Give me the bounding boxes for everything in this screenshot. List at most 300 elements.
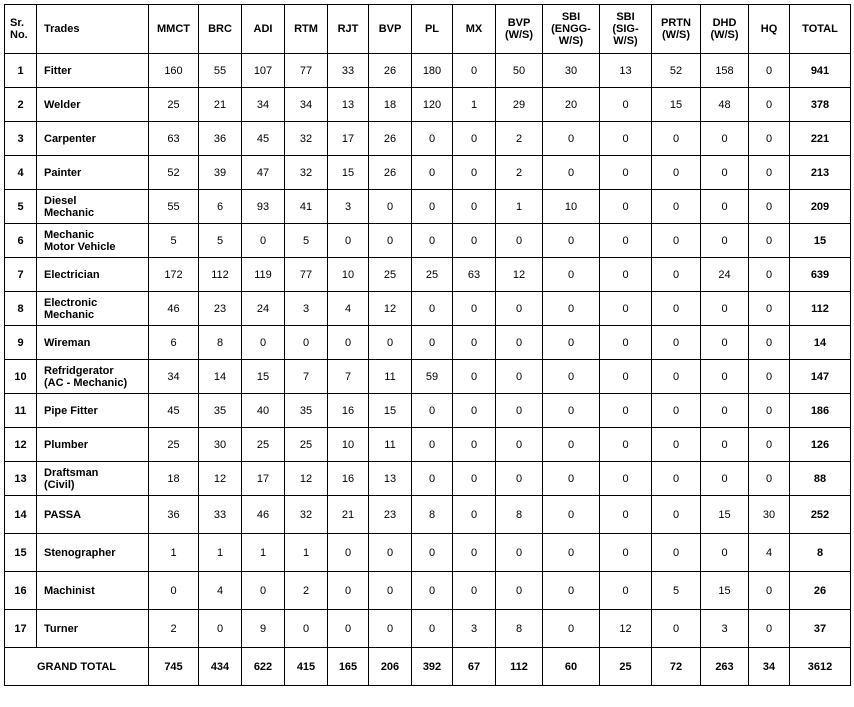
value-cell: 52: [652, 54, 701, 88]
value-cell: 160: [149, 54, 199, 88]
value-cell: 0: [749, 326, 790, 360]
value-cell: 26: [369, 156, 412, 190]
value-cell: 0: [412, 572, 453, 610]
value-cell: 13: [328, 88, 369, 122]
value-cell: 0: [600, 496, 652, 534]
row-total-cell: 14: [790, 326, 851, 360]
value-cell: 1: [149, 534, 199, 572]
row-total-cell: 941: [790, 54, 851, 88]
value-cell: 7: [285, 360, 328, 394]
value-cell: 5: [652, 572, 701, 610]
grand-total-value-cell: 392: [412, 648, 453, 686]
value-cell: 9: [242, 610, 285, 648]
table-row: [5, 394, 851, 428]
value-cell: 45: [149, 394, 199, 428]
value-cell: 0: [652, 258, 701, 292]
table-row: [5, 156, 851, 190]
value-cell: 12: [369, 292, 412, 326]
value-cell: 17: [242, 462, 285, 496]
value-cell: 33: [328, 54, 369, 88]
value-cell: 2: [149, 610, 199, 648]
value-cell: 0: [543, 610, 600, 648]
trade-name-cell: Draftsman (Civil): [37, 462, 149, 496]
value-cell: 0: [652, 428, 701, 462]
value-cell: 24: [242, 292, 285, 326]
value-cell: 8: [412, 496, 453, 534]
value-cell: 20: [543, 88, 600, 122]
value-cell: 0: [369, 190, 412, 224]
table-row: [5, 224, 851, 258]
serial-number-cell: 8: [5, 292, 37, 326]
value-cell: 0: [496, 292, 543, 326]
value-cell: 25: [412, 258, 453, 292]
value-cell: 36: [149, 496, 199, 534]
value-cell: 40: [242, 394, 285, 428]
value-cell: 17: [328, 122, 369, 156]
value-cell: 15: [701, 572, 749, 610]
value-cell: 0: [412, 156, 453, 190]
value-cell: 0: [453, 496, 496, 534]
value-cell: 0: [328, 610, 369, 648]
table-row: [5, 572, 851, 610]
value-cell: 35: [199, 394, 242, 428]
value-cell: 0: [543, 394, 600, 428]
value-cell: 63: [453, 258, 496, 292]
value-cell: 33: [199, 496, 242, 534]
trade-name-cell: Stenographer: [37, 534, 149, 572]
table-row: [5, 54, 851, 88]
value-cell: 0: [749, 224, 790, 258]
value-cell: 50: [496, 54, 543, 88]
value-cell: 0: [701, 224, 749, 258]
value-cell: 0: [652, 122, 701, 156]
grand-total-value-cell: 60: [543, 648, 600, 686]
value-cell: 0: [652, 496, 701, 534]
value-cell: 1: [285, 534, 328, 572]
value-cell: 0: [701, 326, 749, 360]
value-cell: 16: [328, 462, 369, 496]
value-cell: 180: [412, 54, 453, 88]
value-cell: 0: [242, 224, 285, 258]
value-cell: 0: [600, 534, 652, 572]
value-cell: 52: [149, 156, 199, 190]
value-cell: 0: [749, 360, 790, 394]
value-cell: 0: [453, 572, 496, 610]
value-cell: 55: [199, 54, 242, 88]
value-cell: 0: [328, 572, 369, 610]
value-cell: 0: [453, 534, 496, 572]
column-header: BVP: [369, 5, 412, 54]
trade-name-cell: Electrician: [37, 258, 149, 292]
value-cell: 12: [600, 610, 652, 648]
value-cell: 1: [199, 534, 242, 572]
column-header: DHD (W/S): [701, 5, 749, 54]
value-cell: 0: [496, 326, 543, 360]
value-cell: 14: [199, 360, 242, 394]
serial-number-cell: 9: [5, 326, 37, 360]
value-cell: 0: [701, 462, 749, 496]
value-cell: 3: [328, 190, 369, 224]
grand-total-value-cell: 67: [453, 648, 496, 686]
row-total-cell: 221: [790, 122, 851, 156]
header-row: [5, 5, 851, 54]
value-cell: 0: [328, 224, 369, 258]
row-total-cell: 15: [790, 224, 851, 258]
value-cell: 24: [701, 258, 749, 292]
value-cell: 30: [749, 496, 790, 534]
value-cell: 0: [749, 610, 790, 648]
trade-name-cell: Mechanic Motor Vehicle: [37, 224, 149, 258]
value-cell: 4: [328, 292, 369, 326]
value-cell: 0: [652, 394, 701, 428]
column-header: BVP (W/S): [496, 5, 543, 54]
row-total-cell: 186: [790, 394, 851, 428]
serial-number-cell: 16: [5, 572, 37, 610]
value-cell: 16: [328, 394, 369, 428]
value-cell: 0: [652, 292, 701, 326]
value-cell: 0: [600, 258, 652, 292]
trade-name-cell: Plumber: [37, 428, 149, 462]
grand-total-value-cell: 745: [149, 648, 199, 686]
value-cell: 0: [600, 394, 652, 428]
value-cell: 0: [701, 190, 749, 224]
trade-name-cell: Pipe Fitter: [37, 394, 149, 428]
value-cell: 0: [328, 534, 369, 572]
value-cell: 0: [600, 88, 652, 122]
table-row: [5, 496, 851, 534]
serial-number-cell: 15: [5, 534, 37, 572]
value-cell: 0: [749, 462, 790, 496]
value-cell: 0: [369, 224, 412, 258]
grand-total-value-cell: 72: [652, 648, 701, 686]
value-cell: 13: [600, 54, 652, 88]
table-header: [5, 5, 851, 54]
trade-name-cell: Painter: [37, 156, 149, 190]
value-cell: 39: [199, 156, 242, 190]
value-cell: 0: [453, 462, 496, 496]
value-cell: 15: [328, 156, 369, 190]
value-cell: 77: [285, 258, 328, 292]
value-cell: 77: [285, 54, 328, 88]
grand-total-value-cell: 25: [600, 648, 652, 686]
value-cell: 0: [749, 428, 790, 462]
value-cell: 18: [149, 462, 199, 496]
value-cell: 0: [701, 534, 749, 572]
value-cell: 23: [199, 292, 242, 326]
row-total-cell: 126: [790, 428, 851, 462]
value-cell: 0: [543, 292, 600, 326]
value-cell: 0: [652, 610, 701, 648]
value-cell: 0: [652, 156, 701, 190]
value-cell: 0: [369, 610, 412, 648]
column-header: TOTAL: [790, 5, 851, 54]
value-cell: 119: [242, 258, 285, 292]
value-cell: 0: [652, 224, 701, 258]
value-cell: 0: [453, 360, 496, 394]
row-total-cell: 88: [790, 462, 851, 496]
value-cell: 0: [600, 572, 652, 610]
value-cell: 0: [199, 610, 242, 648]
value-cell: 0: [749, 292, 790, 326]
value-cell: 21: [199, 88, 242, 122]
value-cell: 63: [149, 122, 199, 156]
value-cell: 0: [749, 190, 790, 224]
value-cell: 0: [600, 190, 652, 224]
value-cell: 4: [199, 572, 242, 610]
value-cell: 34: [285, 88, 328, 122]
value-cell: 25: [149, 428, 199, 462]
value-cell: 30: [199, 428, 242, 462]
value-cell: 0: [543, 534, 600, 572]
value-cell: 0: [285, 610, 328, 648]
value-cell: 0: [749, 88, 790, 122]
trade-name-cell: Welder: [37, 88, 149, 122]
value-cell: 172: [149, 258, 199, 292]
value-cell: 12: [285, 462, 328, 496]
trade-name-cell: PASSA: [37, 496, 149, 534]
row-total-cell: 37: [790, 610, 851, 648]
value-cell: 10: [543, 190, 600, 224]
value-cell: 8: [496, 496, 543, 534]
value-cell: 25: [149, 88, 199, 122]
table-row: [5, 122, 851, 156]
value-cell: 2: [285, 572, 328, 610]
serial-number-cell: 11: [5, 394, 37, 428]
serial-number-cell: 1: [5, 54, 37, 88]
column-header: HQ: [749, 5, 790, 54]
value-cell: 45: [242, 122, 285, 156]
value-cell: 0: [496, 360, 543, 394]
value-cell: 0: [412, 190, 453, 224]
value-cell: 0: [543, 122, 600, 156]
row-total-cell: 639: [790, 258, 851, 292]
value-cell: 0: [453, 292, 496, 326]
value-cell: 6: [199, 190, 242, 224]
column-header: RJT: [328, 5, 369, 54]
value-cell: 0: [701, 122, 749, 156]
column-header: BRC: [199, 5, 242, 54]
value-cell: 0: [749, 572, 790, 610]
table-row: [5, 428, 851, 462]
value-cell: 13: [369, 462, 412, 496]
value-cell: 0: [242, 572, 285, 610]
row-total-cell: 26: [790, 572, 851, 610]
value-cell: 36: [199, 122, 242, 156]
value-cell: 29: [496, 88, 543, 122]
value-cell: 25: [285, 428, 328, 462]
value-cell: 8: [496, 610, 543, 648]
value-cell: 0: [412, 462, 453, 496]
value-cell: 0: [701, 292, 749, 326]
grand-total-row: [5, 648, 851, 686]
value-cell: 0: [412, 292, 453, 326]
value-cell: 0: [701, 156, 749, 190]
row-total-cell: 8: [790, 534, 851, 572]
value-cell: 0: [701, 428, 749, 462]
trade-name-cell: Fitter: [37, 54, 149, 88]
value-cell: 30: [543, 54, 600, 88]
value-cell: 5: [199, 224, 242, 258]
grand-total-value-cell: 112: [496, 648, 543, 686]
column-header: PRTN (W/S): [652, 5, 701, 54]
value-cell: 26: [369, 122, 412, 156]
value-cell: 0: [543, 258, 600, 292]
value-cell: 0: [496, 428, 543, 462]
value-cell: 0: [453, 190, 496, 224]
value-cell: 0: [453, 54, 496, 88]
value-cell: 32: [285, 496, 328, 534]
value-cell: 0: [496, 462, 543, 496]
value-cell: 0: [412, 610, 453, 648]
value-cell: 1: [453, 88, 496, 122]
value-cell: 34: [149, 360, 199, 394]
value-cell: 18: [369, 88, 412, 122]
value-cell: 35: [285, 394, 328, 428]
row-total-cell: 378: [790, 88, 851, 122]
value-cell: 15: [242, 360, 285, 394]
value-cell: 93: [242, 190, 285, 224]
value-cell: 21: [328, 496, 369, 534]
trade-name-cell: Electronic Mechanic: [37, 292, 149, 326]
value-cell: 1: [242, 534, 285, 572]
column-header: RTM: [285, 5, 328, 54]
serial-number-cell: 5: [5, 190, 37, 224]
value-cell: 3: [453, 610, 496, 648]
grand-total-sum-cell: 3612: [790, 648, 851, 686]
value-cell: 47: [242, 156, 285, 190]
value-cell: 0: [453, 428, 496, 462]
value-cell: 10: [328, 258, 369, 292]
grand-total-value-cell: 434: [199, 648, 242, 686]
value-cell: 107: [242, 54, 285, 88]
value-cell: 0: [453, 224, 496, 258]
value-cell: 0: [543, 572, 600, 610]
value-cell: 0: [369, 572, 412, 610]
value-cell: 0: [496, 572, 543, 610]
trade-name-cell: Refridgerator (AC - Mechanic): [37, 360, 149, 394]
trades-table: [4, 4, 851, 686]
value-cell: 0: [600, 462, 652, 496]
value-cell: 23: [369, 496, 412, 534]
value-cell: 0: [453, 156, 496, 190]
value-cell: 0: [453, 326, 496, 360]
value-cell: 0: [543, 224, 600, 258]
serial-number-cell: 12: [5, 428, 37, 462]
value-cell: 8: [199, 326, 242, 360]
value-cell: 0: [543, 462, 600, 496]
trade-name-cell: Machinist: [37, 572, 149, 610]
column-header: ADI: [242, 5, 285, 54]
serial-number-cell: 17: [5, 610, 37, 648]
grand-total-label: GRAND TOTAL: [5, 648, 149, 686]
value-cell: 3: [285, 292, 328, 326]
value-cell: 0: [749, 394, 790, 428]
value-cell: 0: [543, 360, 600, 394]
table-row: [5, 258, 851, 292]
column-header: MX: [453, 5, 496, 54]
value-cell: 0: [496, 224, 543, 258]
value-cell: 0: [412, 534, 453, 572]
value-cell: 112: [199, 258, 242, 292]
value-cell: 48: [701, 88, 749, 122]
value-cell: 15: [652, 88, 701, 122]
value-cell: 0: [412, 224, 453, 258]
value-cell: 0: [749, 156, 790, 190]
table-row: [5, 534, 851, 572]
value-cell: 0: [600, 360, 652, 394]
row-total-cell: 209: [790, 190, 851, 224]
value-cell: 0: [600, 156, 652, 190]
value-cell: 10: [328, 428, 369, 462]
column-header: Trades: [37, 5, 149, 54]
value-cell: 0: [652, 360, 701, 394]
value-cell: 3: [701, 610, 749, 648]
serial-number-cell: 4: [5, 156, 37, 190]
value-cell: 158: [701, 54, 749, 88]
table-row: [5, 360, 851, 394]
serial-number-cell: 10: [5, 360, 37, 394]
value-cell: 0: [369, 534, 412, 572]
serial-number-cell: 13: [5, 462, 37, 496]
serial-number-cell: 7: [5, 258, 37, 292]
column-header: MMCT: [149, 5, 199, 54]
value-cell: 0: [543, 496, 600, 534]
table-row: [5, 462, 851, 496]
value-cell: 0: [543, 156, 600, 190]
value-cell: 120: [412, 88, 453, 122]
value-cell: 25: [369, 258, 412, 292]
value-cell: 0: [412, 122, 453, 156]
serial-number-cell: 2: [5, 88, 37, 122]
value-cell: 0: [652, 534, 701, 572]
value-cell: 15: [701, 496, 749, 534]
grand-total-value-cell: 206: [369, 648, 412, 686]
value-cell: 6: [149, 326, 199, 360]
value-cell: 25: [242, 428, 285, 462]
trade-name-cell: Turner: [37, 610, 149, 648]
value-cell: 0: [600, 292, 652, 326]
value-cell: 55: [149, 190, 199, 224]
value-cell: 34: [242, 88, 285, 122]
value-cell: 0: [149, 572, 199, 610]
value-cell: 12: [199, 462, 242, 496]
trade-name-cell: Wireman: [37, 326, 149, 360]
value-cell: 0: [600, 122, 652, 156]
column-header: SBI (ENGG- W/S): [543, 5, 600, 54]
serial-number-cell: 6: [5, 224, 37, 258]
value-cell: 59: [412, 360, 453, 394]
value-cell: 0: [412, 326, 453, 360]
value-cell: 11: [369, 428, 412, 462]
value-cell: 0: [412, 428, 453, 462]
table-body: [5, 54, 851, 686]
value-cell: 15: [369, 394, 412, 428]
value-cell: 0: [543, 326, 600, 360]
value-cell: 0: [652, 462, 701, 496]
grand-total-value-cell: 263: [701, 648, 749, 686]
value-cell: 0: [285, 326, 328, 360]
value-cell: 0: [328, 326, 369, 360]
row-total-cell: 147: [790, 360, 851, 394]
value-cell: 0: [600, 428, 652, 462]
value-cell: 0: [412, 394, 453, 428]
table-row: [5, 88, 851, 122]
value-cell: 0: [652, 326, 701, 360]
value-cell: 5: [149, 224, 199, 258]
serial-number-cell: 3: [5, 122, 37, 156]
grand-total-value-cell: 34: [749, 648, 790, 686]
value-cell: 2: [496, 122, 543, 156]
